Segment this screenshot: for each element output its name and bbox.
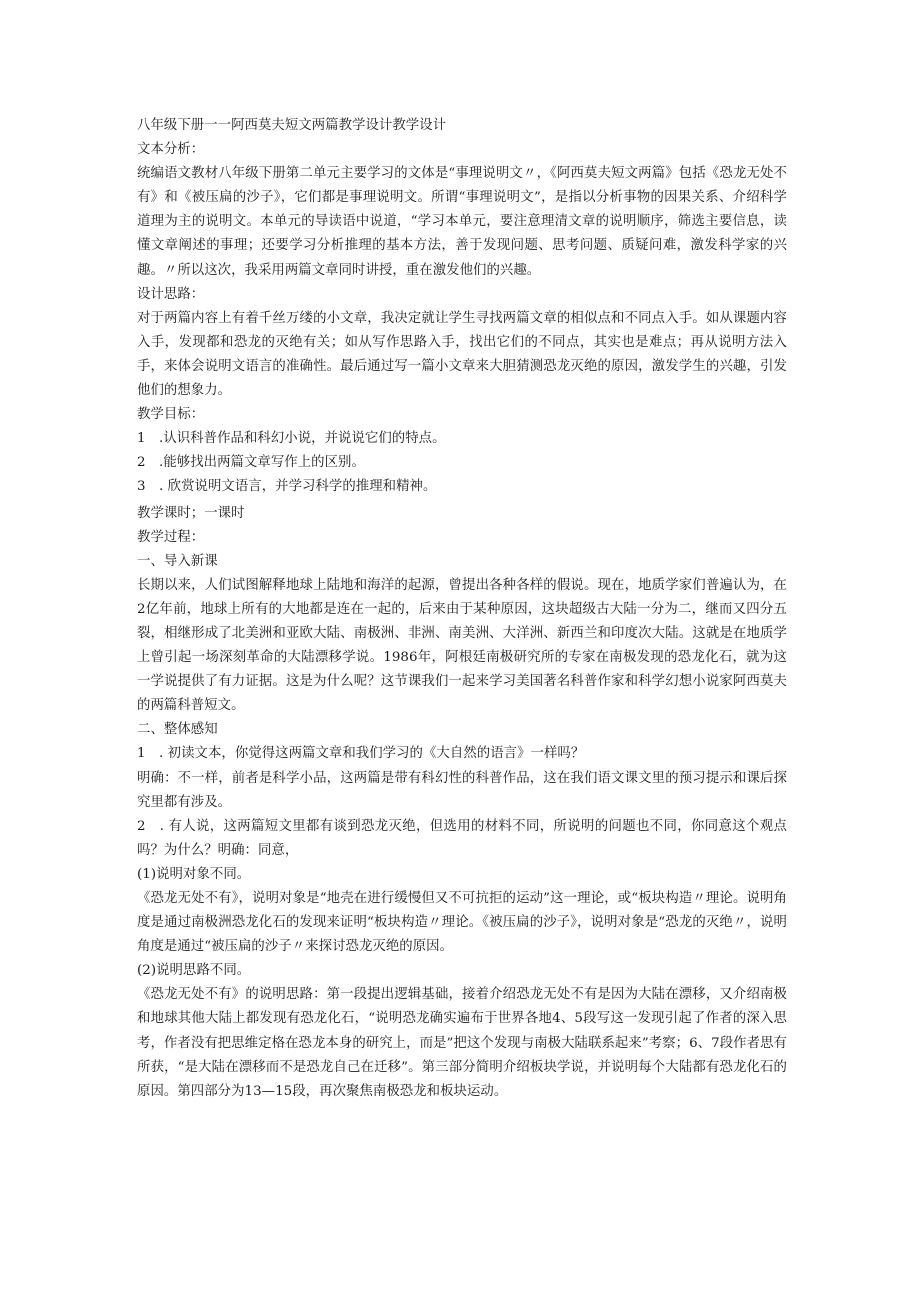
point2-heading: (2)说明思路不同。 <box>137 963 251 979</box>
teaching-hours: 教学课时；一课时 <box>137 505 245 521</box>
goal-item: 3 . 欣赏说明文语言，并学习科学的推理和精神。 <box>137 479 437 495</box>
part1-heading: 一、导入新课 <box>137 553 218 569</box>
point1-heading: (1)说明对象不同。 <box>137 866 251 882</box>
document-title: 八年级下册一一阿西莫夫短文两篇教学设计教学设计 <box>137 118 447 133</box>
goal-item: 1 .认识科普作品和科幻小说，并说说它们的特点。 <box>137 431 446 447</box>
part2-heading: 二、整体感知 <box>137 722 218 738</box>
point2-paragraph: 《恐龙无处不有》的说明思路：第一段提出逻辑基础，接着介绍恐龙无处不有是因为大陆在漂移，又介绍南极和地球其他大陆上都发现有恐龙化石，“说明恐龙确实遍布于世界各地4、5段写这一发现引起了作者的深入思考，作者没有把思维定格在恐龙本身的研究上，而是”把这个发现与南极大陆联系起来”考察；6、7段作者思有所获，“是大陆在漂移而不是恐龙自己在迁移”。第三部分简明介绍板块学说，并说明每个大陆都有恐龙化石的原因。第四部分为13—15段，再次聚焦南极恐龙和板块运动。 <box>137 987 787 1099</box>
document-page <box>137 114 787 1104</box>
question-1: 1 . 初读文本，你觉得这两篇文章和我们学习的《大自然的语言》一样吗？ <box>137 746 585 762</box>
process-heading: 教学过程： <box>137 529 205 545</box>
goals-heading: 教学目标： <box>137 407 205 423</box>
text-analysis-paragraph: 统编语文教材八年级下册第二单元主要学习的文体是“事理说明文〃，《阿西莫夫短文两篇》包括《恐龙无处不有》和《被压扁的沙子》，它们都是事理说明文。所谓“事理说明文”，是指以分析事物的因果关系、介绍科学道理为主的说明文。本单元的导读语中说道，“学习本单元，要注意理清文章的说明顺序，筛选主要信息，读懂文章阐述的事理；还要学习分析推理的基本方法，善于发现问题、思考问题、质疑问难，激发科学家的兴趣。〃所以这次，我采用两篇文章同时讲授，重在激发他们的兴趣。 <box>137 166 787 278</box>
text-analysis-heading: 文本分析： <box>137 142 205 158</box>
part1-paragraph: 长期以来，人们试图解释地球上陆地和海洋的起源，曾提出各种各样的假说。现在，地质学家们普遍认为，在2亿年前，地球上所有的大地都是连在一起的，后来由于某种原因，这块超级古大陆一分为二，继而又四分五裂，相继形成了北美洲和亚欧大陆、南极洲、非洲、南美洲、大洋洲、新西兰和印度次大陆。这就是在地质学上曾引起一场深刻革命的大陆漂移学说。1986年，阿根廷南极研究所的专家在南极发现的恐龙化石，就为这一学说提供了有力证据。这是为什么呢？这节课我们一起来学习美国著名科普作家和科学幻想小说家阿西莫夫的两篇科普短文。 <box>137 577 787 714</box>
design-heading: 设计思路： <box>137 286 205 302</box>
design-paragraph: 对于两篇内容上有着千丝万缕的小文章，我决定就让学生寻找两篇文章的相似点和不同点入手。如从课题内容入手，发现都和恐龙的灭绝有关；如从写作思路入手，找出它们的不同点，其实也是难点；再从说明方法入手，来体会说明文语言的准确性。最后通过写一篇小文章来大胆猜测恐龙灭绝的原因，激发学生的兴趣，引发他们的想象力。 <box>137 310 787 399</box>
question-2: 2 . 有人说，这两篇短文里都有谈到恐龙灭绝，但选用的材料不同，所说明的问题也不同，你同意这个观点吗？为什么？明确：同意， <box>137 818 787 858</box>
point1-paragraph: 《恐龙无处不有》，说明对象是“地壳在进行缓慢但又不可抗拒的运动”这一理论，或“板块构造〃理论。说明角度是通过南极洲恐龙化石的发现来证明“板块构造〃理论。《被压扁的沙子》，说明对象是“恐龙的灭绝〃，说明角度是通过“被压扁的沙子〃来探讨恐龙灭绝的原因。 <box>137 891 787 955</box>
answer-1: 明确：不一样，前者是科学小品，这两篇是带有科幻性的科普作品，这在我们语文课文里的预习提示和课后探究里都有涉及。 <box>137 770 787 810</box>
goal-item: 2 .能够找出两篇文章写作上的区别。 <box>137 455 365 471</box>
